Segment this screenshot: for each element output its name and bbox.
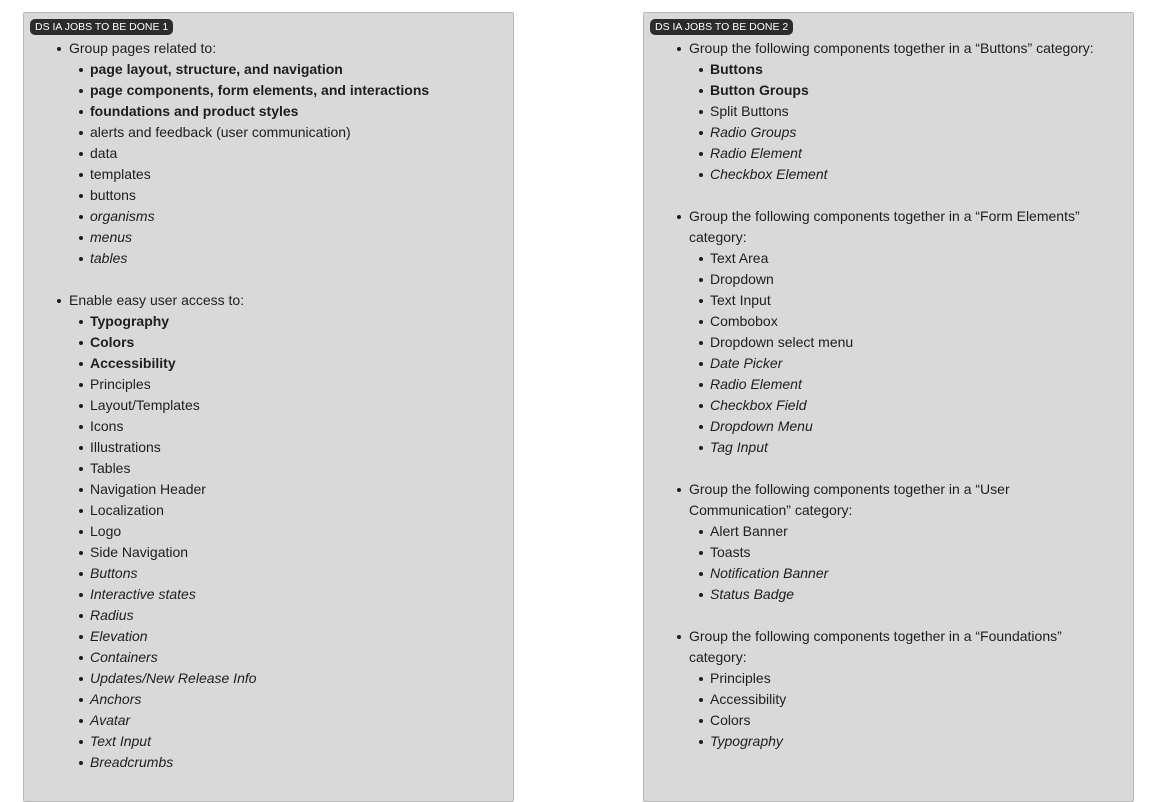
list-item: templates (77, 164, 483, 185)
bullet-group-title: Group the following components together in a “User Communication” category: (676, 479, 1103, 521)
list-item: Radio Groups (697, 122, 1103, 143)
bullet-group (676, 626, 1103, 752)
list-item: Interactive states (77, 584, 483, 605)
frame-jobs-to-be-done-2[interactable] (643, 12, 1134, 802)
sub-bullet-list (56, 59, 483, 269)
list-item: Tables (77, 458, 483, 479)
list-item: Notification Banner (697, 563, 1103, 584)
list-item: Breadcrumbs (77, 752, 483, 773)
list-item: Text Input (77, 731, 483, 752)
list-item: Dropdown Menu (697, 416, 1103, 437)
list-item: Button Groups (697, 80, 1103, 101)
bullet-group-title: Group pages related to: (56, 38, 483, 59)
list-item: foundations and product styles (77, 101, 483, 122)
bullet-group-title: Group the following components together in a “Form Elements” category: (676, 206, 1103, 248)
list-item: Navigation Header (77, 479, 483, 500)
list-item: Radio Element (697, 143, 1103, 164)
list-item: Toasts (697, 542, 1103, 563)
list-item: Text Input (697, 290, 1103, 311)
list-item: Radio Element (697, 374, 1103, 395)
frame-jobs-to-be-done-1[interactable] (23, 12, 514, 802)
list-item: Containers (77, 647, 483, 668)
list-item: Checkbox Element (697, 164, 1103, 185)
list-item: Localization (77, 500, 483, 521)
bullet-group (56, 38, 483, 269)
list-item: Typography (77, 311, 483, 332)
bullet-group-title: Group the following components together in a “Buttons” category: (676, 38, 1103, 59)
sub-bullet-list (676, 668, 1103, 752)
list-item: Principles (697, 668, 1103, 689)
bullet-group-title: Enable easy user access to: (56, 290, 483, 311)
list-item: tables (77, 248, 483, 269)
bullet-group-title: Group the following components together in a “Foundations” category: (676, 626, 1103, 668)
sub-bullet-list (676, 521, 1103, 605)
list-item: page components, form elements, and interactions (77, 80, 483, 101)
bullet-group (56, 290, 483, 773)
list-item: buttons (77, 185, 483, 206)
list-item: data (77, 143, 483, 164)
list-item: Radius (77, 605, 483, 626)
list-item: Elevation (77, 626, 483, 647)
bullet-group (676, 479, 1103, 605)
list-item: Tag Input (697, 437, 1103, 458)
list-item: Icons (77, 416, 483, 437)
sub-bullet-list (676, 248, 1103, 458)
list-item: Updates/New Release Info (77, 668, 483, 689)
list-item: Colors (77, 332, 483, 353)
list-item: page layout, structure, and navigation (77, 59, 483, 80)
list-item: Accessibility (77, 353, 483, 374)
list-item: Principles (77, 374, 483, 395)
frame-title-label[interactable]: DS IA JOBS TO BE DONE 2 (650, 19, 793, 35)
list-item: Accessibility (697, 689, 1103, 710)
list-item: menus (77, 227, 483, 248)
list-item: Anchors (77, 689, 483, 710)
list-item: Illustrations (77, 437, 483, 458)
list-item: Checkbox Field (697, 395, 1103, 416)
list-item: Split Buttons (697, 101, 1103, 122)
list-item: Buttons (77, 563, 483, 584)
list-item: Layout/Templates (77, 395, 483, 416)
bullet-group (676, 206, 1103, 458)
frame-content (56, 38, 483, 794)
list-item: Colors (697, 710, 1103, 731)
list-item: Side Navigation (77, 542, 483, 563)
bullet-group (676, 38, 1103, 185)
frame-content (676, 38, 1103, 773)
list-item: Dropdown (697, 269, 1103, 290)
list-item: Alert Banner (697, 521, 1103, 542)
list-item: organisms (77, 206, 483, 227)
list-item: alerts and feedback (user communication) (77, 122, 483, 143)
list-item: Text Area (697, 248, 1103, 269)
list-item: Typography (697, 731, 1103, 752)
sub-bullet-list (676, 59, 1103, 185)
list-item: Buttons (697, 59, 1103, 80)
list-item: Avatar (77, 710, 483, 731)
list-item: Dropdown select menu (697, 332, 1103, 353)
frame-title-label[interactable]: DS IA JOBS TO BE DONE 1 (30, 19, 173, 35)
list-item: Status Badge (697, 584, 1103, 605)
list-item: Date Picker (697, 353, 1103, 374)
list-item: Combobox (697, 311, 1103, 332)
sub-bullet-list (56, 311, 483, 773)
list-item: Logo (77, 521, 483, 542)
